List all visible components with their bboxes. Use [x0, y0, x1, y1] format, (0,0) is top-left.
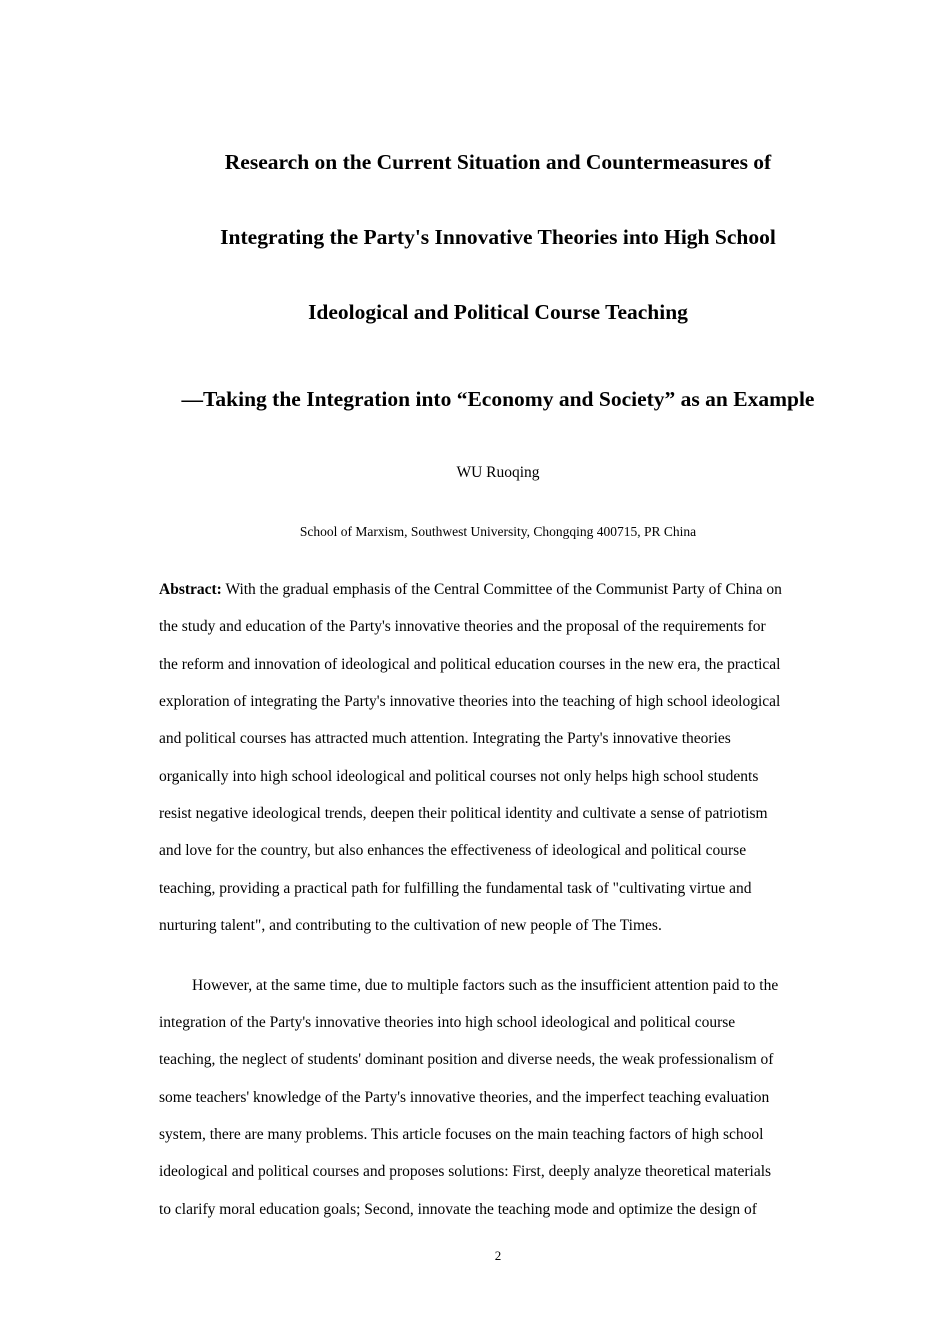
title-line-2: Integrating the Party's Innovative Theories into High School	[220, 225, 776, 249]
abstract-label: Abstract:	[159, 581, 222, 598]
abstract-line: and political courses has attracted much attention. Integrating the Party's innovative theories	[159, 730, 731, 747]
abstract-line: nurturing talent", and contributing to the cultivation of new people of The Times.	[159, 917, 662, 934]
abstract-line	[159, 580, 782, 600]
abstract-line: and love for the country, but also enhances the effectiveness of ideological and political course	[159, 842, 747, 859]
paragraph-line: to clarify moral education goals; Second, innovate the teaching mode and optimize the design of	[159, 1201, 757, 1218]
abstract-line: resist negative ideological trends, deepen their political identity and cultivate a sense of patriotism	[159, 805, 768, 822]
abstract-line: the reform and innovation of ideological and political education courses in the new era, the practical	[159, 656, 781, 673]
abstract-line: teaching, providing a practical path for fulfilling the fundamental task of "cultivating virtue and	[159, 880, 752, 897]
paragraph-line: some teachers' knowledge of the Party's innovative theories, and the imperfect teaching evaluation	[159, 1089, 770, 1106]
abstract-text: With the gradual emphasis of the Central Committee of the Communist Party of China on	[221, 581, 782, 598]
abstract-line: exploration of integrating the Party's innovative theories into the teaching of high school ideological	[159, 693, 781, 710]
page-number: 2	[494, 1248, 502, 1263]
title-line-3: Ideological and Political Course Teaching	[308, 300, 688, 324]
paragraph-line: system, there are many problems. This article focuses on the main teaching factors of high school	[159, 1126, 764, 1143]
paragraph-line: However, at the same time, due to multiple factors such as the insufficient attention paid to the	[192, 977, 779, 994]
paragraph-line: ideological and political courses and proposes solutions: First, deeply analyze theoretical materials	[159, 1163, 772, 1180]
paragraph-line: integration of the Party's innovative theories into high school ideological and political course	[159, 1014, 736, 1031]
title-line-1: Research on the Current Situation and Countermeasures of	[224, 150, 772, 174]
author-affiliation: School of Marxism, Southwest University, Chongqing 400715, PR China	[299, 524, 697, 539]
subtitle: —Taking the Integration into “Economy and Society” as an Example	[181, 387, 815, 411]
author-name: WU Ruoqing	[456, 464, 540, 481]
paragraph-line: teaching, the neglect of students' dominant position and diverse needs, the weak professionalism of	[159, 1051, 774, 1068]
abstract-line: organically into high school ideological and political courses not only helps high school students	[159, 768, 759, 785]
abstract-line: the study and education of the Party's innovative theories and the proposal of the requirements for	[159, 618, 766, 635]
